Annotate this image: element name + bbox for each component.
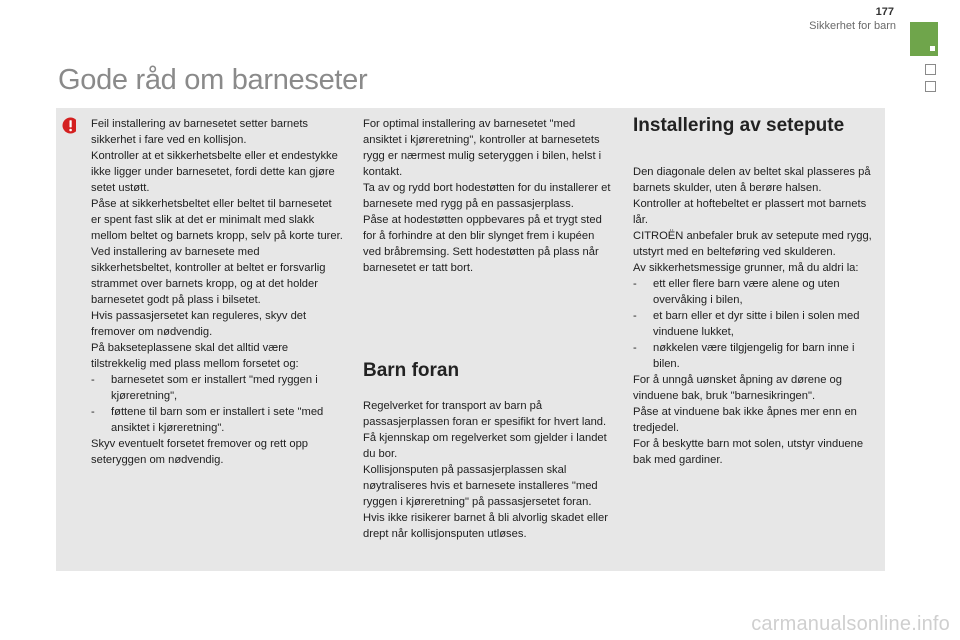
list-item: - ett eller flere barn være alene og uten overvåking i bilen,	[633, 278, 840, 306]
paragraph: Feil installering av barnesetet setter barnets sikkerhet i fare ved en kollisjon.	[91, 118, 309, 146]
list-dash: -	[91, 374, 95, 386]
tab-marker-icon	[930, 46, 935, 51]
watermark: carmanualsonline.info	[751, 613, 950, 635]
warning-icon	[62, 117, 82, 134]
list-dash: -	[91, 406, 95, 418]
paragraph: Av sikkerhetsmessige grunner, må du aldri la:	[633, 262, 859, 274]
safety-column-2	[363, 116, 611, 276]
section-label: Sikkerhet for barn	[809, 20, 896, 32]
paragraph: Påse at hodestøtten oppbevares på et trygt sted for å forhindre at den blir slynget frem i kupéen ved bråbremsing. Sett hodestøtten på plass når barnesetet er tatt bort.	[363, 214, 602, 274]
list-dash: -	[633, 278, 637, 290]
paragraph: Ta av og rydd bort hodestøtten for du installerer et barnesete med rygg på en passasjerplass.	[363, 182, 611, 210]
section-tab-empty[interactable]	[925, 81, 936, 92]
setepute-text	[633, 164, 883, 468]
paragraph: For å unngå uønsket åpning av dørene og vinduene bak, bruk "barnesikringen".	[633, 374, 842, 402]
list-item: - barnesetet som er installert "med ryggen i kjøreretning",	[91, 374, 318, 402]
section-tab-active[interactable]	[910, 22, 938, 56]
heading-installering-setepute: Installering av setepute	[633, 115, 845, 136]
paragraph: Hvis passasjersetet kan reguleres, skyv det fremover om nødvendig.	[91, 310, 307, 338]
page-number: 177	[875, 6, 894, 18]
barn-foran-text	[363, 398, 611, 542]
paragraph: Påse at sikkerhetsbeltet eller beltet til barnesetet er spent fast slik at det er minimalt med slakk mellom beltet og barnets kropp, selv på korte turer.	[91, 198, 343, 242]
paragraph: CITROËN anbefaler bruk av setepute med rygg, utstyrt med en belteføring ved skulderen.	[633, 230, 872, 258]
paragraph: For optimal installering av barnesetet "med ansiktet i kjøreretning", kontroller at barnesetets rygg er nærmest mulig seteryggen i bilen, helst i kontakt.	[363, 118, 602, 178]
safety-column-1	[91, 116, 343, 468]
paragraph: Regelverket for transport av barn på passasjerplassen foran er spesifikt for hvert land. Få kjennskap om regelverket som gjelder i landet du bor.	[363, 400, 607, 460]
paragraph: Kontroller at et sikkerhetsbelte eller et endestykke ikke ligger under barnesetet, fordi dette kan gjøre setet ustøtt.	[91, 150, 338, 194]
paragraph: På bakseteplassene skal det alltid være tilstrekkelig med plass mellom forsetet og:	[91, 342, 299, 370]
list-item: - et barn eller et dyr sitte i bilen i solen med vinduene lukket,	[633, 310, 860, 338]
paragraph: Hvis ikke risikerer barnet å bli alvorlig skadet eller drept når kollisjonsputen utløses.	[363, 512, 608, 540]
paragraph: Kollisjonsputen på passasjerplassen skal nøytraliseres hvis et barnesete installeres "med ryggen i kjøreretning" på passasjersetet foran.	[363, 464, 598, 508]
paragraph: Kontroller at hoftebeltet er plassert mot barnets lår.	[633, 198, 867, 226]
list-dash: -	[633, 310, 637, 322]
page-title: Gode råd om barneseter	[58, 64, 368, 96]
paragraph: Skyv eventuelt forsetet fremover og rett opp seteryggen om nødvendig.	[91, 438, 309, 466]
list-item: - nøkkelen være tilgjengelig for barn inne i bilen.	[633, 342, 855, 370]
paragraph: Den diagonale delen av beltet skal plasseres på barnets skulder, uten å berøre halsen.	[633, 166, 871, 194]
paragraph: Ved installering av barnesete med sikkerhetsbeltet, kontroller at beltet er forsvarlig strammet over barnets kropp, og at det holder barnesetet godt på plass i bilsetet.	[91, 246, 326, 306]
list-dash: -	[633, 342, 637, 354]
heading-barn-foran: Barn foran	[363, 360, 460, 381]
section-tab-empty[interactable]	[925, 64, 936, 75]
paragraph: For å beskytte barn mot solen, utstyr vinduene bak med gardiner.	[633, 438, 864, 466]
paragraph: Påse at vinduene bak ikke åpnes mer enn en tredjedel.	[633, 406, 857, 434]
list-item: - føttene til barn som er installert i sete "med ansiktet i kjøreretning".	[91, 406, 324, 434]
